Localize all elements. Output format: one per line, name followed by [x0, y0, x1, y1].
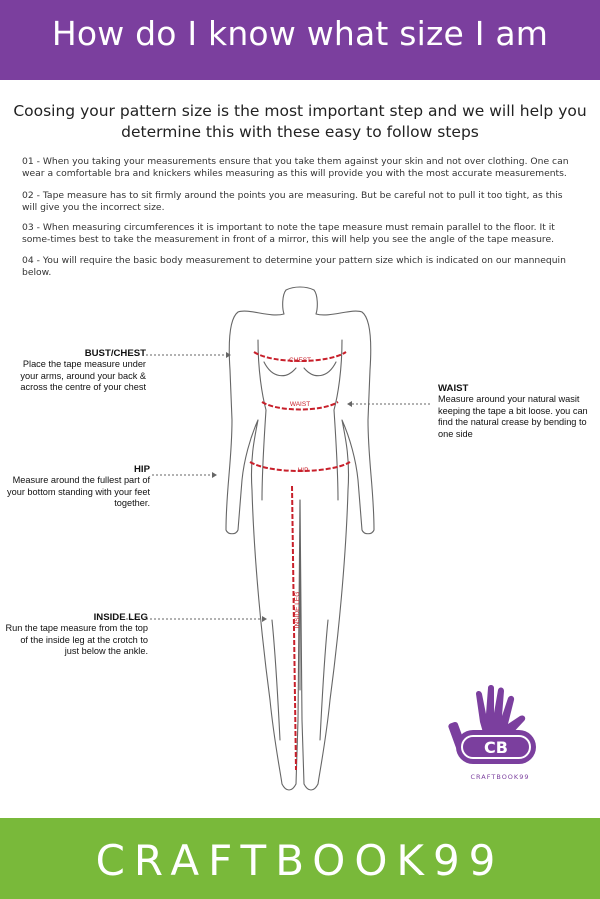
hip-title: HIP — [134, 464, 150, 475]
step-04: 04 - You will require the basic body measurement to determine your pattern size which is indicated on our mannequin below. — [22, 255, 566, 278]
bust-left — [264, 362, 296, 376]
hip-tape-label: HIP — [297, 467, 309, 474]
waist-text: Measure around your natural wasit keeping the tape a bit loose. you can find the natural crease by bending to one side — [438, 394, 588, 439]
step-02: 02 - Tape measure has to sit firmly around the points you are measuring. But be careful not to pull it too tight, as this will give you the incorrect size. — [22, 190, 563, 213]
bust-text: Place the tape measure under your arms, around your back & across the centre of your chest — [20, 359, 146, 393]
bust-title: BUST/CHEST — [84, 348, 146, 359]
craftbook-logo — [440, 680, 560, 785]
logo-caption: CRAFTBOOK99 — [470, 773, 530, 781]
header-banner — [0, 0, 600, 80]
waist-title: WAIST — [438, 383, 469, 394]
step-01: 01 - When you taking your measurements ensure that you take them against your skin and not over clothing. One can wear a comfortable bra and knickers whiles measuring as this will provide you with the most accurate measurements. — [22, 156, 569, 179]
bust-right — [304, 362, 336, 376]
inside-leg-title: INSIDE LEG — [93, 612, 148, 623]
inside-leg-annotation — [4, 612, 148, 658]
waist-annotation — [438, 383, 588, 440]
step-03: 03 - When measuring circumferences it is important to note the tape measure must remain parallel to the floor. It it some-times best to take the measurement in front of a mirror, this will help you see the angle of the tape measure. — [22, 222, 555, 245]
left-leg-line — [272, 620, 280, 740]
hip-text: Measure around the fullest part of your bottom standing with your feet together. — [7, 475, 150, 509]
footer-banner — [0, 818, 600, 899]
page-title: How do I know what size I am — [51, 14, 549, 53]
inside-leg-tape-label: INSIDE LEG — [294, 591, 301, 629]
inside-leg-text: Run the tape measure from the top of the inside leg at the crotch to just below the ankle. — [5, 623, 148, 657]
right-leg-line — [320, 620, 328, 740]
chest-tape-label: CHEST — [288, 357, 312, 364]
hip-annotation — [4, 464, 150, 510]
intro-text: Coosing your pattern size is the most important step and we will help you determine this with these easy to follow steps — [13, 102, 587, 141]
footer-brand: CRAFTBOOK99 — [95, 836, 505, 885]
waist-tape-label: WAIST — [289, 401, 311, 408]
logo-monogram: CB — [484, 738, 508, 757]
bust-annotation — [4, 348, 146, 394]
